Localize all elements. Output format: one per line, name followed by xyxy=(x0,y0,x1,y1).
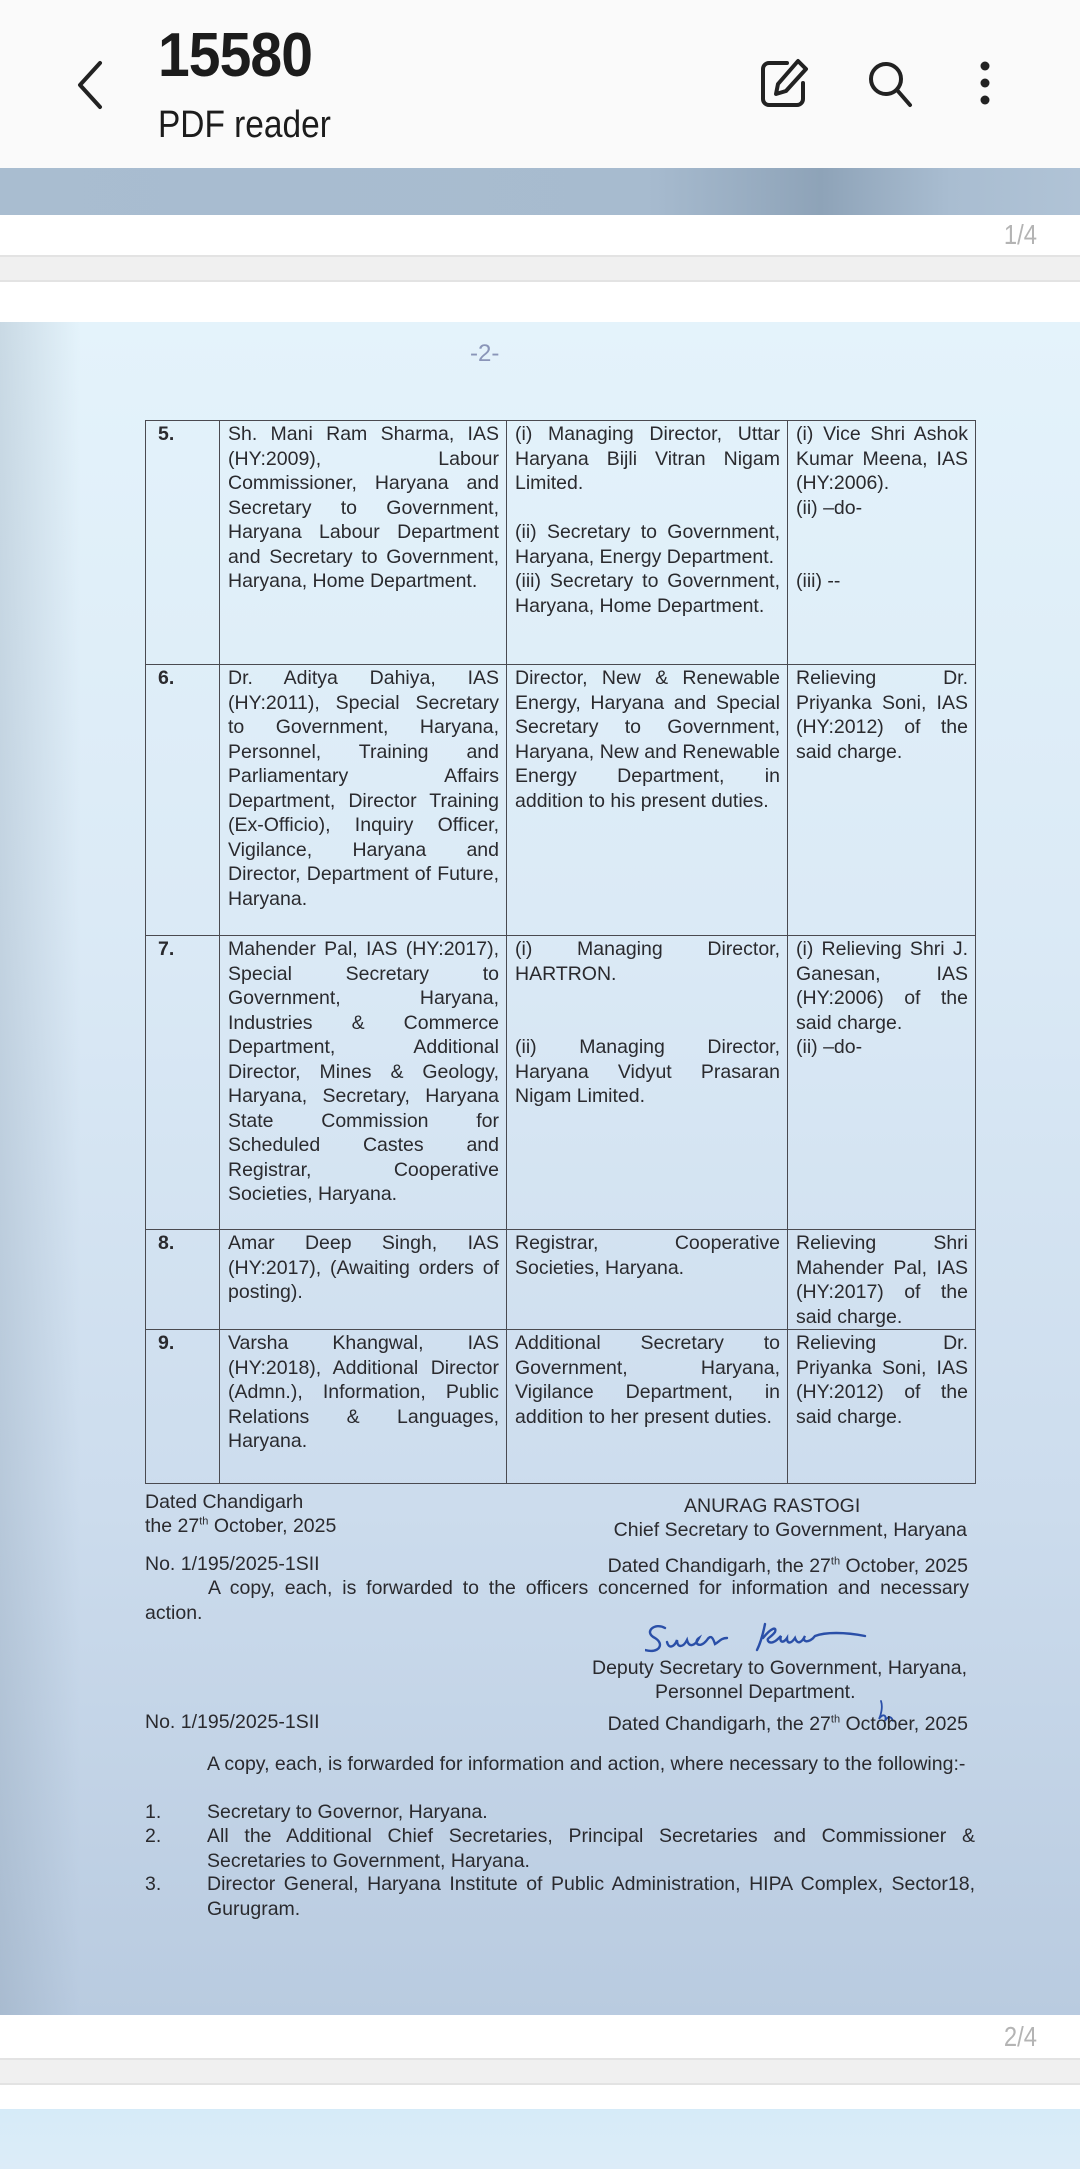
posting-item: (ii) Managing Director, Haryana Vidyut Prasaran Nigam Limited. xyxy=(515,1036,780,1107)
back-chevron-icon[interactable] xyxy=(70,55,110,115)
remarks-item: (i) Vice Shri Ashok Kumar Meena, IAS (HY:2006). xyxy=(796,423,968,494)
page-2-image[interactable] xyxy=(0,322,1080,2015)
signatory-title: Chief Secretary to Government, Haryana xyxy=(613,1519,967,1541)
date-suffix: th xyxy=(830,1555,841,1568)
remarks-item: (iii) -- xyxy=(796,570,841,592)
remarks-cell xyxy=(788,421,976,665)
page-1-image xyxy=(0,168,1080,215)
date-suffix: th xyxy=(830,1713,841,1726)
officer-cell: Dr. Aditya Dahiya, IAS (HY:2011), Special Secretary to Government, Haryana, Personnel, Training and Parliamentary Affairs Department, Director Training (Ex-Officio), Inquiry Officer, Vigilance, Haryana and Director, Department of Future, Haryana. xyxy=(220,665,507,936)
date-text: Dated Chandigarh, the 27 xyxy=(607,1713,831,1735)
table-row xyxy=(146,1230,976,1330)
date-text: October, 2025 xyxy=(840,1713,968,1735)
date-text: October, 2025 xyxy=(208,1515,337,1537)
page-separator xyxy=(0,2058,1080,2085)
table-row xyxy=(146,936,976,1230)
posting-cell xyxy=(507,665,788,936)
recipient-number: 1. xyxy=(145,1801,162,1823)
table-row xyxy=(146,1330,976,1484)
signatory-name: ANURAG RASTOGI xyxy=(684,1495,861,1517)
serial-number: 5. xyxy=(146,421,220,665)
page-1-label: 1/4 xyxy=(1003,219,1037,250)
remarks-item: Relieving Shri Mahender Pal, IAS (HY:2017) of the said charge. xyxy=(796,1232,968,1328)
posting-item: Director, New & Renewable Energy, Haryana and Special Secretary to Government, Haryana, New and Renewable Energy Department, in addition to his present duties. xyxy=(515,667,780,812)
remarks-item: (ii) –do- xyxy=(796,496,863,519)
endorsement-number: No. 1/195/2025-1SII xyxy=(145,1553,320,1575)
endorsement-text: A copy, each, is forwarded to the officers concerned for information and necessary action. xyxy=(145,1577,969,1624)
page-shadow xyxy=(0,322,80,2015)
posting-cell xyxy=(507,936,788,1230)
page-1-footer xyxy=(0,215,1080,255)
search-icon[interactable] xyxy=(862,55,918,111)
dated-date xyxy=(145,1514,336,1539)
remarks-item: (ii) –do- xyxy=(796,1036,863,1058)
remarks-cell xyxy=(788,1330,976,1484)
recipient-item xyxy=(145,1872,975,1920)
app-subtitle: PDF reader xyxy=(158,104,331,146)
document-title: 15580 xyxy=(158,21,313,90)
posting-item: Registrar, Cooperative Societies, Haryana. xyxy=(515,1232,780,1279)
remarks-item: Relieving Dr. Priyanka Soni, IAS (HY:2012) of the said charge. xyxy=(796,667,968,763)
recipient-text: All the Additional Chief Secretaries, Principal Secretaries and Commissioner & Secretaries to Government, Haryana. xyxy=(207,1825,975,1872)
posting-cell xyxy=(507,1230,788,1330)
signer-title-line2: Personnel Department. xyxy=(655,1681,856,1703)
recipient-number: 3. xyxy=(145,1873,162,1895)
posting-item: (i) Managing Director, HARTRON. xyxy=(515,938,780,985)
posting-item: (iii) Secretary to Government, Haryana, Home Department. xyxy=(515,570,780,617)
officer-cell: Mahender Pal, IAS (HY:2017), Special Secretary to Government, Haryana, Industries & Commerce Department, Additional Director, Mines & Geology, Haryana, Secretary, Haryana State Commission for Scheduled Castes and Registrar, Cooperative Societies, Haryana. xyxy=(220,936,507,1230)
serial-number: 7. xyxy=(146,936,220,1230)
date-suffix: th xyxy=(199,1515,209,1528)
recipient-text: Director General, Haryana Institute of Public Administration, HIPA Complex, Sector18, Gurugram. xyxy=(207,1873,975,1920)
app-bar xyxy=(0,0,1080,168)
remarks-item: Relieving Dr. Priyanka Soni, IAS (HY:2012) of the said charge. xyxy=(796,1332,968,1428)
posting-item: Additional Secretary to Government, Haryana, Vigilance Department, in addition to her present duties. xyxy=(515,1332,780,1428)
endorsement-date xyxy=(608,1712,968,1737)
officer-cell: Amar Deep Singh, IAS (HY:2017), (Awaiting orders of posting). xyxy=(220,1230,507,1330)
date-text: the 27 xyxy=(145,1515,200,1537)
recipient-item xyxy=(145,1824,975,1872)
recipient-item xyxy=(145,1800,975,1824)
date-text: Dated Chandigarh, the 27 xyxy=(607,1555,831,1577)
table-row xyxy=(146,421,976,665)
page-marker: -2- xyxy=(470,340,500,367)
endorsement-date xyxy=(608,1554,968,1579)
edit-icon[interactable] xyxy=(757,55,813,111)
remarks-cell xyxy=(788,665,976,936)
officer-cell: Sh. Mani Ram Sharma, IAS (HY:2009), Labour Commissioner, Haryana and Secretary to Government, Haryana Labour Department and Secretary to Government, Haryana, Home Department. xyxy=(220,421,507,665)
officer-cell: Varsha Khangwal, IAS (HY:2018), Additional Director (Admn.), Information, Public Relations & Languages, Haryana. xyxy=(220,1330,507,1484)
posting-cell xyxy=(507,421,788,665)
more-vert-icon[interactable] xyxy=(957,55,1013,111)
recipient-number: 2. xyxy=(145,1825,162,1847)
recipient-text: Secretary to Governor, Haryana. xyxy=(207,1801,488,1823)
posting-item: (i) Managing Director, Uttar Haryana Bijli Vitran Nigam Limited. xyxy=(515,423,780,494)
serial-number: 6. xyxy=(146,665,220,936)
table-row xyxy=(146,665,976,936)
page-separator xyxy=(0,255,1080,282)
signer-title-line1: Deputy Secretary to Government, Haryana, xyxy=(591,1657,967,1679)
dated-place: Dated Chandigarh xyxy=(145,1491,304,1513)
remarks-cell xyxy=(788,1230,976,1330)
page-2-label: 2/4 xyxy=(1003,2021,1037,2052)
endorsement-text: A copy, each, is forwarded for information and action, where necessary to the following:- xyxy=(207,1753,966,1775)
posting-orders-table xyxy=(145,420,976,1484)
endorsement-number: No. 1/195/2025-1SII xyxy=(145,1711,320,1733)
page-3-image[interactable] xyxy=(0,2109,1080,2169)
serial-number: 8. xyxy=(146,1230,220,1330)
date-text: October, 2025 xyxy=(840,1555,968,1577)
remarks-item: (i) Relieving Shri J. Ganesan, IAS (HY:2006) of the said charge. xyxy=(796,938,968,1034)
posting-item: (ii) Secretary to Government, Haryana, Energy Department. xyxy=(515,521,780,568)
serial-number: 9. xyxy=(146,1330,220,1484)
remarks-cell xyxy=(788,936,976,1230)
posting-cell xyxy=(507,1330,788,1484)
page-2-footer xyxy=(0,2015,1080,2058)
